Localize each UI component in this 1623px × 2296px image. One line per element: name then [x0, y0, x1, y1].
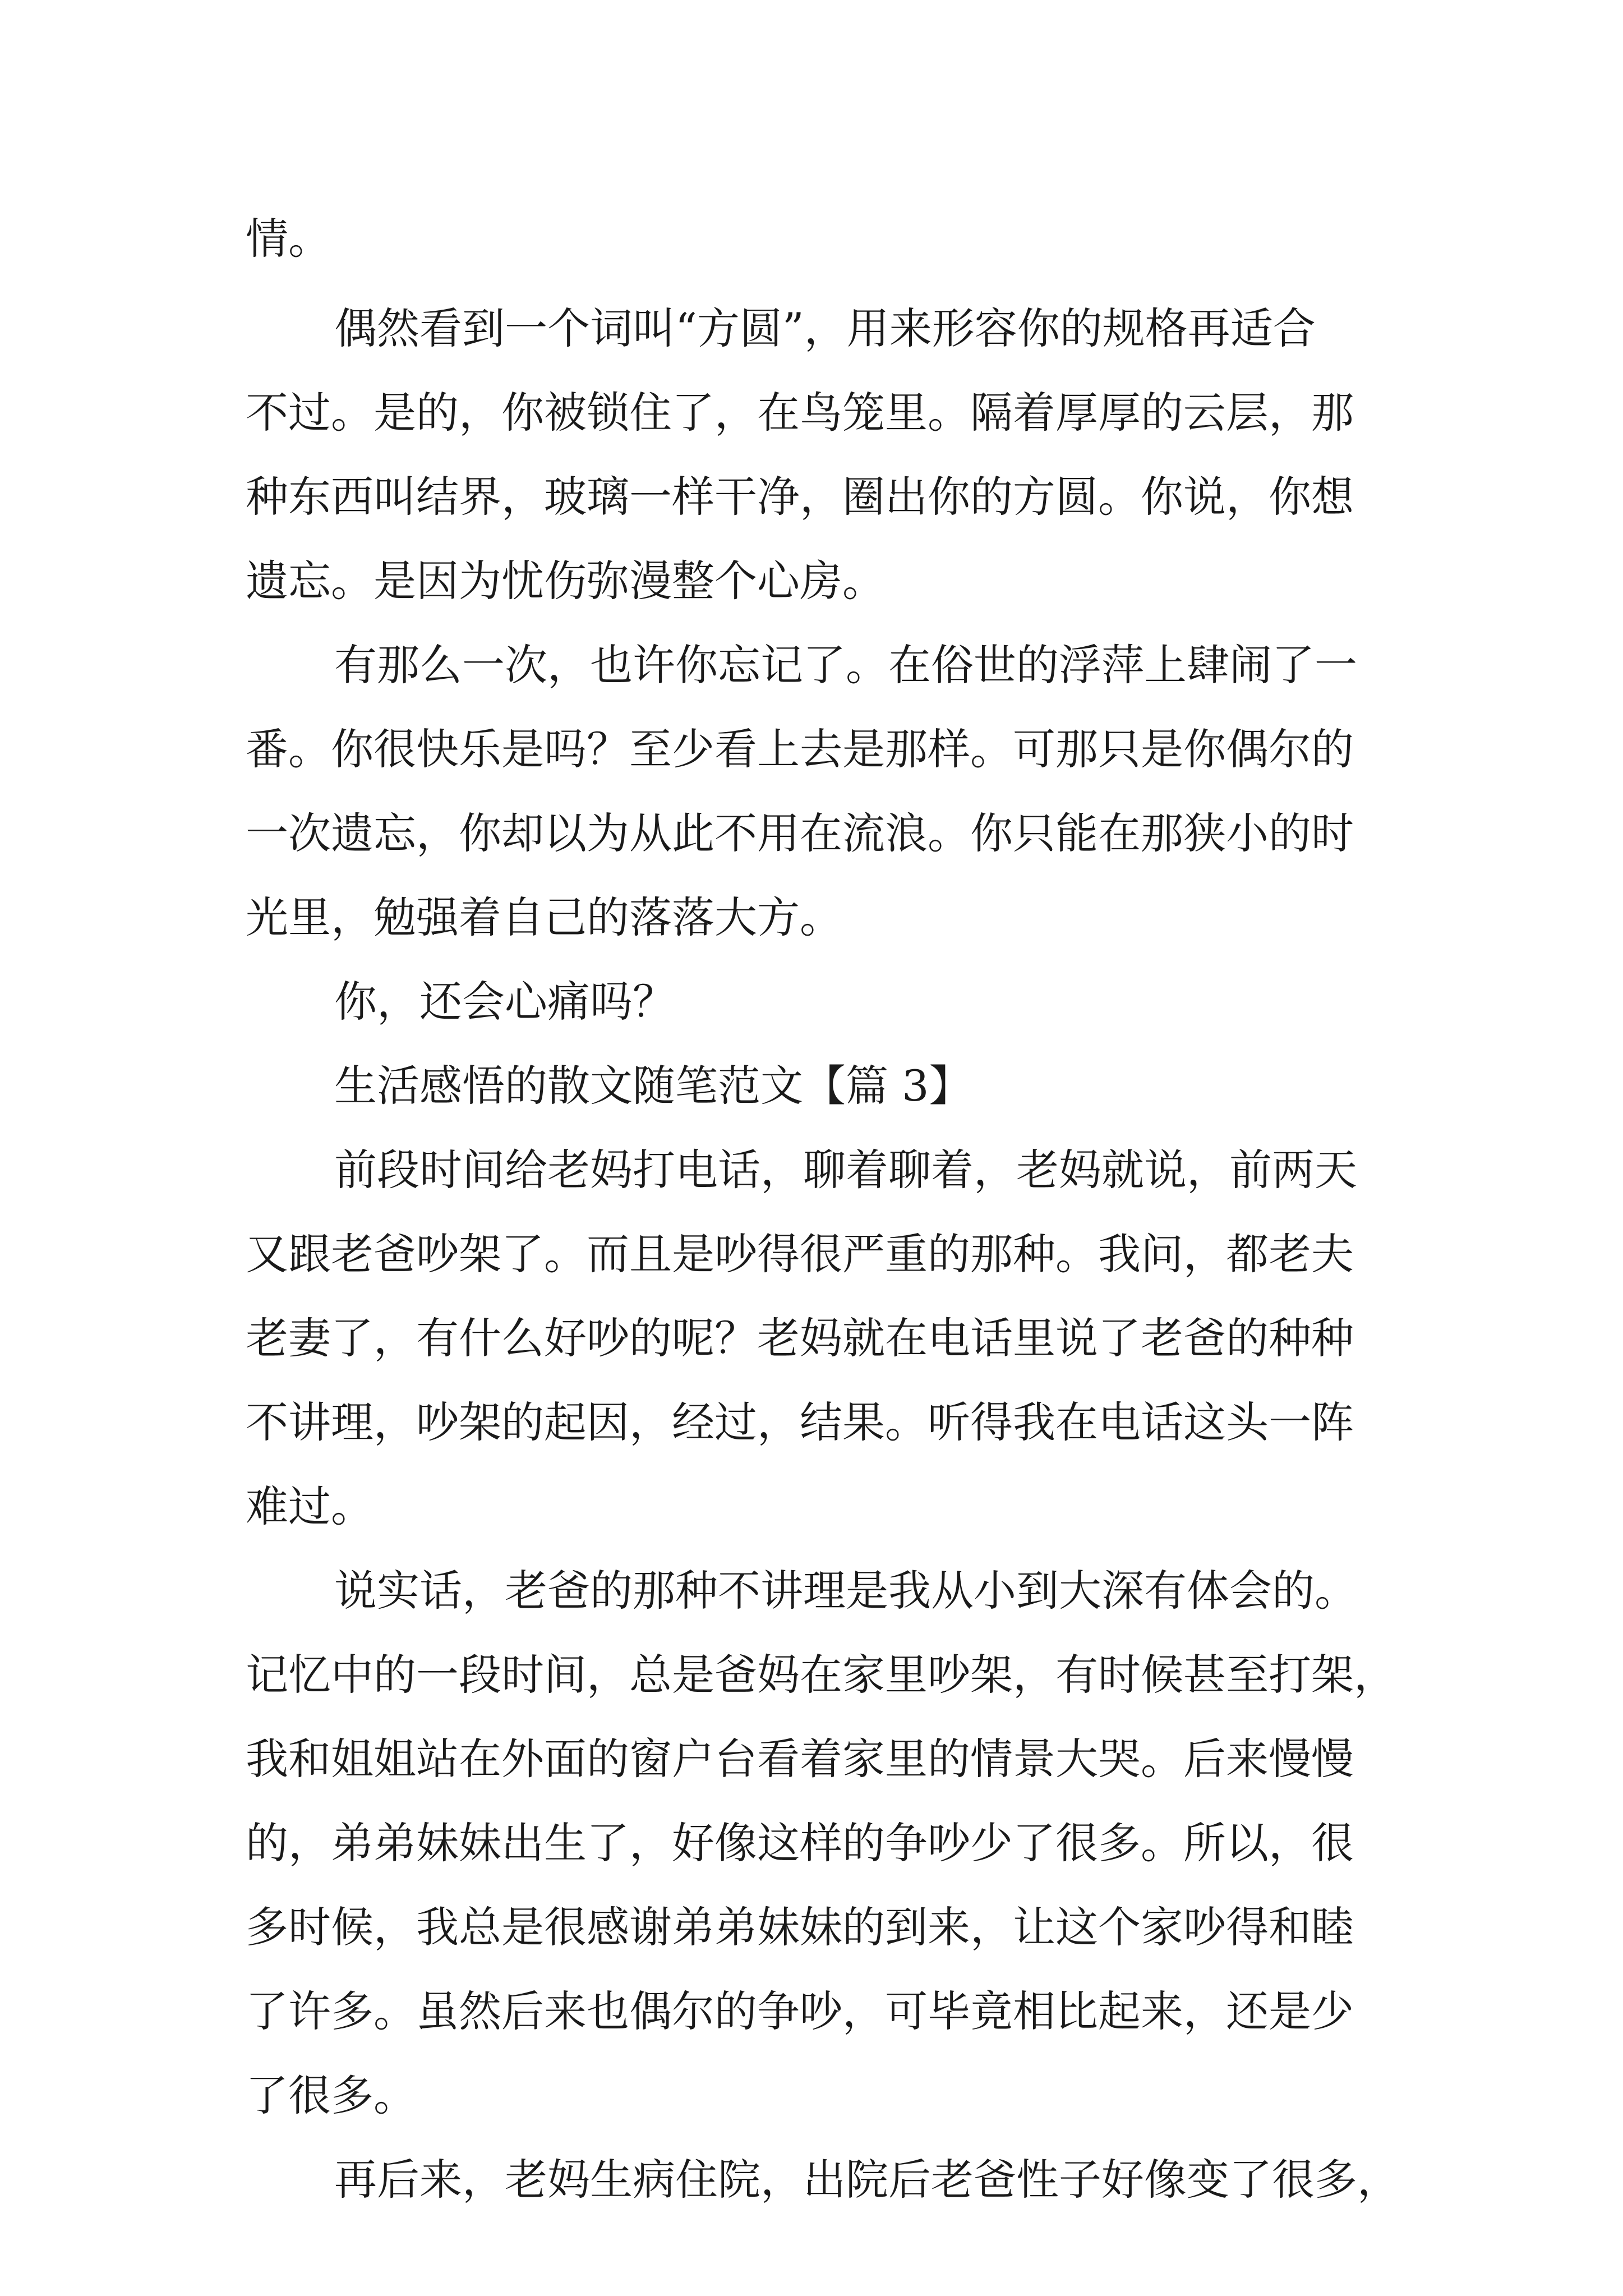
- text-line-20: 的，弟弟妹妹出生了，好像这样的争吵少了很多。所以，很: [246, 1818, 1354, 1868]
- text-line-14: 老妻了，有什么好吵的呢？老妈就在电话里说了老爸的种种: [246, 1313, 1354, 1363]
- text-line-10: 你，还会心痛吗？: [334, 977, 675, 1027]
- text-line-16: 难过。: [246, 1481, 374, 1531]
- text-line-3: 不过。是的，你被锁住了，在鸟笼里。隔着厚厚的云层，那: [246, 388, 1354, 438]
- text-line-2: 偶然看到一个词叫“方圆”，用来形容你的规格再适合: [334, 303, 1316, 353]
- text-line-12: 前段时间给老妈打电话，聊着聊着，老妈就说，前两天: [334, 1145, 1357, 1195]
- text-line-9: 光里，勉强着自己的落落大方。: [246, 892, 842, 942]
- text-line-7: 番。你很快乐是吗？至少看上去是那样。可那只是你偶尔的: [246, 724, 1354, 774]
- text-line-4: 种东西叫结界，玻璃一样干净，圈出你的方圆。你说，你想: [246, 472, 1354, 522]
- text-line-22: 了许多。虽然后来也偶尔的争吵，可毕竟相比起来，还是少: [246, 1986, 1354, 2036]
- text-line-8: 一次遗忘，你却以为从此不用在流浪。你只能在那狭小的时: [246, 808, 1354, 858]
- text-line-19: 我和姐姐站在外面的窗户台看着家里的情景大哭。后来慢慢: [246, 1734, 1354, 1784]
- text-line-15: 不讲理，吵架的起因，经过，结果。听得我在电话这头一阵: [246, 1397, 1354, 1447]
- section-heading: 生活感悟的散文随笔范文【篇 3】: [334, 1061, 972, 1111]
- text-line-21: 多时候，我总是很感谢弟弟妹妹的到来，让这个家吵得和睦: [246, 1902, 1354, 1952]
- text-line-18: 记忆中的一段时间，总是爸妈在家里吵架，有时候甚至打架，: [246, 1650, 1396, 1700]
- text-line-1: 情。: [246, 214, 331, 264]
- text-line-5: 遗忘。是因为忧伤弥漫整个心房。: [246, 556, 885, 606]
- text-line-23: 了很多。: [246, 2070, 416, 2120]
- text-line-24: 再后来，老妈生病住院，出院后老爸性子好像变了很多，: [334, 2155, 1400, 2205]
- text-line-13: 又跟老爸吵架了。而且是吵得很严重的那种。我问，都老夫: [246, 1229, 1354, 1279]
- text-line-17: 说实话，老爸的那种不讲理是我从小到大深有体会的。: [334, 1566, 1357, 1616]
- text-line-6: 有那么一次，也许你忘记了。在俗世的浮萍上肆闹了一: [334, 640, 1357, 690]
